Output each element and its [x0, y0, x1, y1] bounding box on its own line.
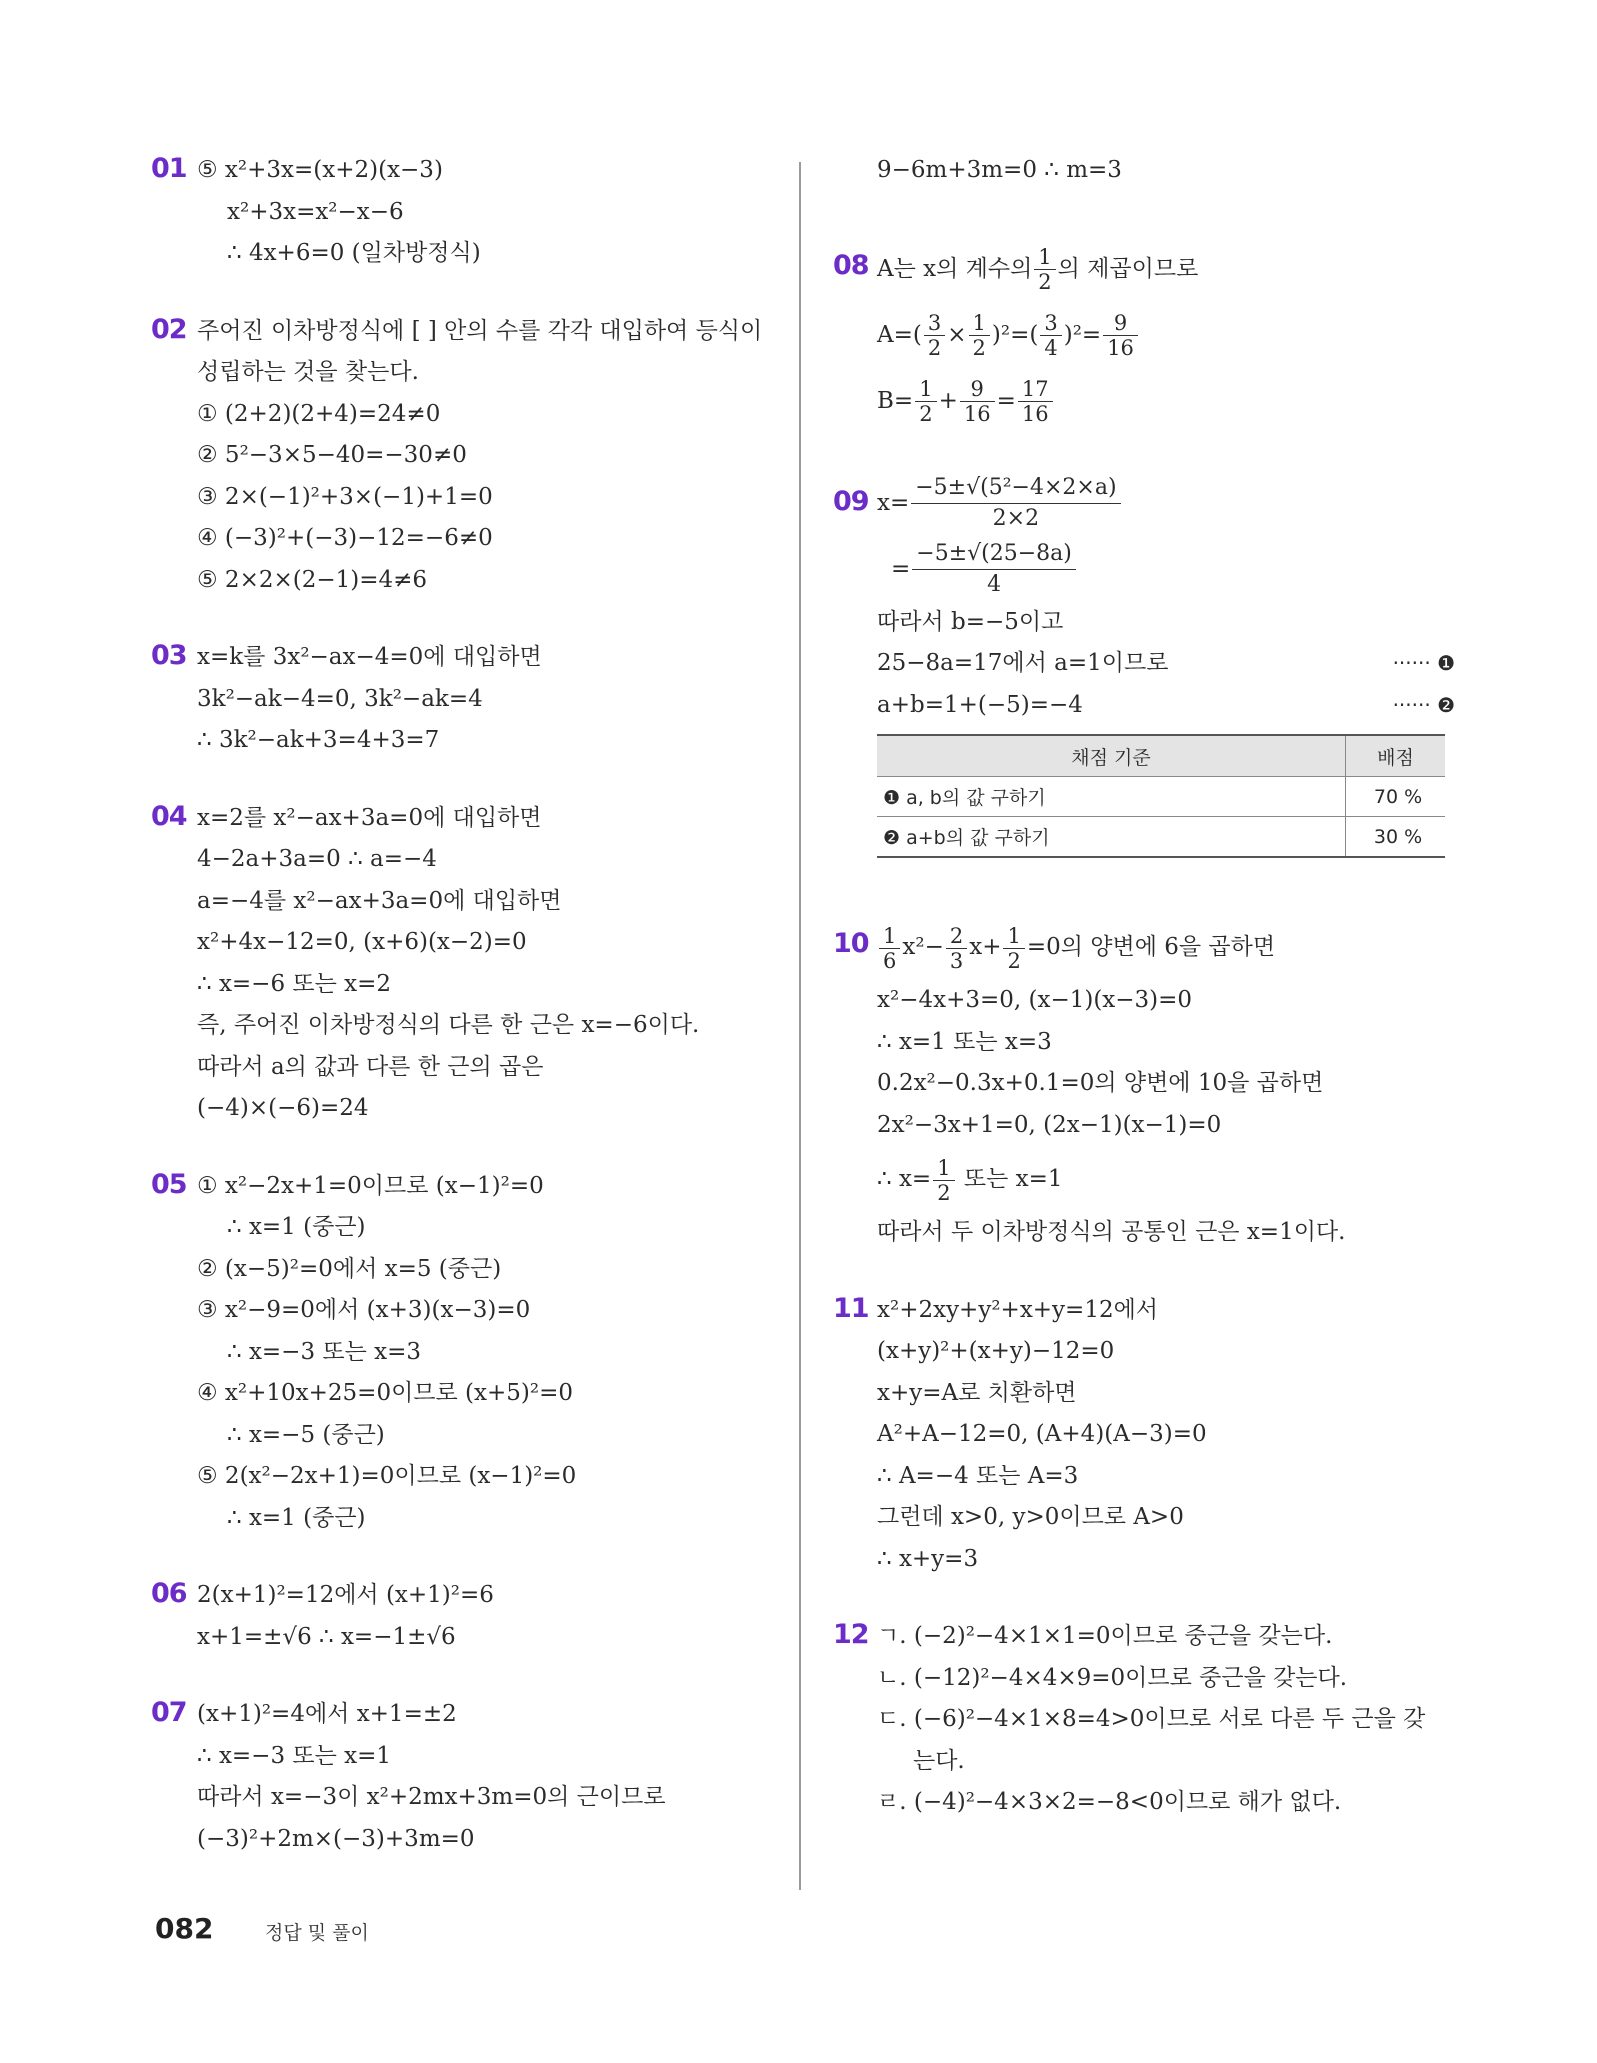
solution-line: ② (x−5)²=0에서 x=5 (중근)	[197, 1255, 502, 1282]
page-number: 082	[155, 1912, 214, 1945]
solution-line: ㄴ. (−12)²−4×4×9=0이므로 중근을 갖는다.	[877, 1664, 1348, 1691]
problem-number: 08	[833, 249, 869, 281]
right-column	[835, 150, 1455, 1860]
problem-number: 07	[151, 1697, 187, 1728]
solution-line: x²+4x−12=0, (x+6)(x−2)=0	[197, 929, 527, 955]
problem-number: 01	[151, 153, 187, 184]
problem-number: 10	[833, 928, 869, 959]
problem-10	[835, 914, 1455, 1254]
solution-line: 2(x+1)²=12에서 (x+1)²=6	[197, 1582, 494, 1608]
solution-line: $\frac{1}{6}$ x²− $\frac{2}{3}$ x+ $\frac{1}{2}$ =0의 양변에 6을 곱하면	[877, 914, 1455, 980]
solution-line: 25−8a=17에서 a=1이므로 ······ ❶	[877, 643, 1455, 685]
solution-line: 0.2x²−0.3x+0.1=0의 양변에 10을 곱하면	[877, 1070, 1324, 1096]
problem-07	[151, 1694, 785, 1860]
solution-line: 따라서 b=−5이고	[877, 608, 1064, 635]
solution-line: ④ (−3)²+(−3)−12=−6≠0	[197, 525, 493, 551]
table-header: 배점	[1346, 735, 1446, 777]
solution-line: ∴ x=−5 (중근)	[227, 1421, 385, 1448]
solution-line: ∴ x= $\frac{1}{2}$ 또는 x=1	[877, 1155, 1063, 1205]
problem-number: 11	[833, 1292, 869, 1324]
footer-label: 정답 및 풀이	[265, 1922, 369, 1944]
solution-line: x²+2xy+y²+x+y=12에서	[877, 1296, 1159, 1323]
solution-line: 는다.	[913, 1747, 965, 1774]
problem-number: 12	[833, 1619, 869, 1650]
solution-line: A는 x의 계수의 $\frac{1}{2}$ 의 제곱이므로	[877, 245, 1199, 294]
solution-line: 성립하는 것을 찾는다.	[197, 359, 419, 385]
column-divider	[799, 162, 801, 1890]
solution-line: ① (2+2)(2+4)=24≠0	[197, 400, 441, 427]
fraction: $\frac{1}{2}$	[1034, 245, 1055, 294]
problem-number: 05	[151, 1168, 187, 1200]
solution-line: a=−4를 x²−ax+3a=0에 대입하면	[197, 887, 562, 914]
solution-line: = $\frac{-5\pm√(25-8a)}{4}$	[877, 536, 1455, 602]
table-header: 채점 기준	[877, 735, 1346, 777]
solution-line: 따라서 x=−3이 x²+2mx+3m=0의 근이므로	[197, 1784, 666, 1810]
solution-line: 주어진 이차방정식에 [ ] 안의 수를 각각 대입하여 등식이	[197, 317, 763, 344]
step-marker-2: ······ ❷	[1392, 692, 1455, 717]
solution-line: 3k²−ak−4=0, 3k²−ak=4	[197, 685, 483, 712]
solution-line: ㄹ. (−4)²−4×3×2=−8<0이므로 해가 없다.	[877, 1789, 1342, 1815]
solution-line: ∴ x=1 (중근)	[227, 1214, 366, 1240]
solution-line: ∴ x=−6 또는 x=2	[197, 970, 392, 997]
solution-line: (x+y)²+(x+y)−12=0	[877, 1338, 1115, 1364]
problem-number: 04	[151, 800, 187, 832]
solution-line: 9−6m+3m=0 ∴ m=3	[877, 157, 1122, 183]
solution-line: ∴ x+y=3	[877, 1545, 979, 1572]
solution-line: B= $\frac{1}{2}$ + $\frac{9}{16}$ = $\frac{17}{16}$	[877, 368, 1455, 434]
solution-line: ④ x²+10x+25=0이므로 (x+5)²=0	[197, 1380, 573, 1406]
scoring-table	[877, 734, 1445, 858]
solution-line: ② 5²−3×5−40=−30≠0	[197, 442, 467, 468]
solution-line: ∴ x=1 또는 x=3	[877, 1028, 1052, 1055]
solution-line: 2x²−3x+1=0, (2x−1)(x−1)=0	[877, 1111, 1222, 1138]
solution-line: ③ x²−9=0에서 (x+3)(x−3)=0	[197, 1297, 531, 1323]
solution-line: x=2를 x²−ax+3a=0에 대입하면	[197, 804, 542, 831]
problem-01	[151, 150, 785, 275]
solution-line: x+1=±√6 ∴ x=−1±√6	[197, 1623, 456, 1650]
solution-line: x=k를 3x²−ax−4=0에 대입하면	[197, 644, 542, 670]
problem-02	[151, 311, 785, 602]
problem-04	[151, 798, 785, 1130]
problem-11	[835, 1290, 1455, 1581]
table-row: ❶ a, b의 값 구하기 70 %	[877, 777, 1445, 817]
problem-03	[151, 637, 785, 762]
solution-line: 따라서 a의 값과 다른 한 근의 곱은	[197, 1053, 544, 1080]
solution-line: ∴ 4x+6=0 (일차방정식)	[227, 240, 481, 266]
problem-number: 09	[833, 485, 869, 517]
solution-line: a+b=1+(−5)=−4 ······ ❷	[877, 685, 1455, 727]
problem-05	[151, 1166, 785, 1540]
solution-line: ∴ x=−3 또는 x=3	[227, 1338, 422, 1365]
solution-line: x+y=A로 치환하면	[877, 1379, 1077, 1406]
solution-line: 그런데 x>0, y>0이므로 A>0	[877, 1504, 1184, 1530]
solution-line: ∴ x=1 (중근)	[227, 1504, 366, 1531]
solution-line: (−4)×(−6)=24	[197, 1095, 369, 1121]
solution-line: 4−2a+3a=0 ∴ a=−4	[197, 846, 437, 872]
solution-line: ⑤ x²+3x=(x+2)(x−3)	[197, 157, 443, 183]
problem-12	[835, 1616, 1455, 1824]
solution-line: 즉, 주어진 이차방정식의 다른 한 근은 x=−6이다.	[197, 1012, 700, 1038]
solution-line: 따라서 두 이차방정식의 공통인 근은 x=1이다.	[877, 1219, 1346, 1245]
solution-line: ⑤ 2(x²−2x+1)=0이므로 (x−1)²=0	[197, 1463, 577, 1489]
solution-line: ∴ A=−4 또는 A=3	[877, 1462, 1079, 1489]
solution-line: A=( $\frac{3}{2}$ × $\frac{1}{2}$ )²=( $\frac{3}{4}$ )²= $\frac{9}{16}$	[877, 302, 1455, 368]
solution-line: A²+A−12=0, (A+4)(A−3)=0	[877, 1421, 1207, 1447]
solution-line: x²−4x+3=0, (x−1)(x−3)=0	[877, 987, 1193, 1013]
solution-line: ∴ 3k²−ak+3=4+3=7	[197, 727, 440, 753]
problem-08	[835, 236, 1455, 434]
left-column	[151, 150, 785, 1896]
problem-number: 02	[151, 313, 187, 345]
problem-number: 03	[151, 640, 187, 671]
solution-line: ㄷ. (−6)²−4×1×8=4>0이므로 서로 다른 두 근을 갖	[877, 1706, 1426, 1732]
solution-line: ∴ x=−3 또는 x=1	[197, 1742, 392, 1769]
problem-06	[151, 1575, 785, 1658]
problem-09	[835, 470, 1455, 859]
table-row: ❷ a+b의 값 구하기 30 %	[877, 817, 1445, 858]
step-marker-1: ······ ❶	[1392, 651, 1455, 675]
solution-line: x= $\frac{\text{−5±√(5²−4×2×a)}}{2\times 2}$	[877, 470, 1455, 536]
problem-number: 06	[151, 1578, 187, 1609]
solution-line: (x+1)²=4에서 x+1=±2	[197, 1701, 457, 1727]
solution-line: (−3)²+2m×(−3)+3m=0	[197, 1825, 475, 1852]
solution-line: x²+3x=x²−x−6	[227, 198, 404, 225]
solution-line: ㄱ. (−2)²−4×1×1=0이므로 중근을 갖는다.	[877, 1623, 1333, 1649]
problem-07-continued	[835, 150, 1455, 192]
solution-line: ① x²−2x+1=0이므로 (x−1)²=0	[197, 1172, 544, 1199]
solution-line: ③ 2×(−1)²+3×(−1)+1=0	[197, 483, 493, 510]
solution-line: ⑤ 2×2×(2−1)=4≠6	[197, 566, 428, 593]
